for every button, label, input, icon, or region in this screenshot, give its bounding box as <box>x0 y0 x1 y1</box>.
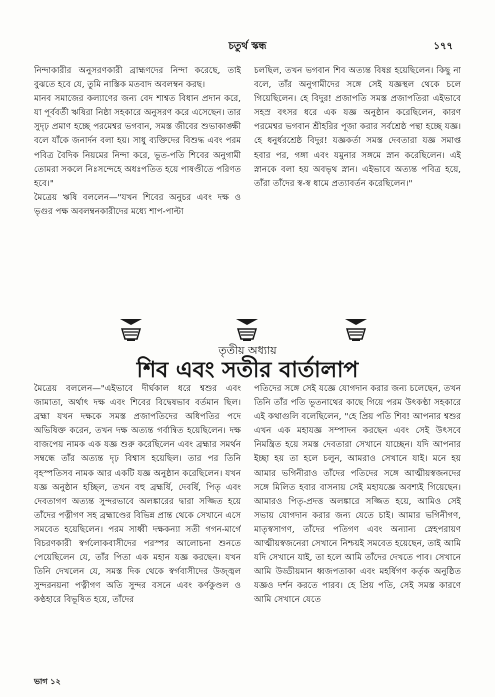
text-column-bottom-right <box>254 382 461 672</box>
section-divider-ornaments <box>0 318 495 344</box>
text-column-bottom-left <box>34 382 241 672</box>
text-column-top-left <box>34 64 241 316</box>
text-column-top-right <box>254 64 461 264</box>
lamp-ornament-icon <box>345 318 367 342</box>
chapter-title: শিব এবং সতীর বার্তালাপ <box>136 357 359 383</box>
paragraph: নিন্দাকারীর অনুসরণকারী ব্রাহ্মণদের নিন্দা করেছে, তাই বুঝতে হবে যে, তুমি নাস্তিক মতবাদ অবলম্বন করছ। মানব সমাজের কল্যাণের জন্য বেদ শাশ্বত বিধান প্রদান করে, যা পূর্ববর্তী ঋষিরা নিষ্ঠা সহকারে অনুসরণ করে এসেছেন। তার সুদৃঢ় প্রমাণ হচ্ছে পরমেশ্বর ভগবান, সমস্ত জীবের শুভাকাঙ্ক্ষী বলে যাঁকে জনার্দন বলা হয়। সাধু ব্যক্তিদের বিশুদ্ধ এবং পরম পবিত্র বৈদিক নিয়মের নিন্দা করে, ভূত-পতি শিবের অনুগামী তোমরা সকলে নিঃসন্দেহে অধঃপতিত হয়ে পাষণ্ডীতে পরিণত হবে।" মৈত্রেয় ঋষি বললেন—"যখন শিবের অনুচর এবং দক্ষ ও ভৃগুর পক্ষ অবলম্বনকারীদের মধ্যে শাপ-পাল্টা <box>34 66 241 217</box>
paragraph: পতিদের সঙ্গে সেই যজ্ঞে যোগদান করার জন্য চলেছেন, তখন তিনি তাঁর পতি ভূতনাথের কাছে গিয়ে পরম উৎকণ্ঠা সহকারে এই কথাগুলি বলেছিলেন, "হে প্রিয় পতি শিব! আপনার শ্বশুর এখন এক মহাযজ্ঞ সম্পাদন করছেন এবং সেই উৎসবে নিমন্ত্রিত হয়ে সমস্ত দেবতারা সেখানে যাচ্ছেন। যদি আপনার ইচ্ছা হয় তা হলে চলুন, আমরাও সেখানে যাই। মনে হয় আমার ভগিনীরাও তাঁদের পতিদের সঙ্গে আত্মীয়স্বজনদের সঙ্গে মিলিত হবার বাসনায় সেই মহাযজ্ঞে অবশ্যই গিয়েছেন। আমারও পিতৃ-প্রদত্ত অলঙ্কারে সজ্জিত হয়ে, আমিও সেই সভায় যোগদান করার জন্য যেতে চাই। আমার ভগিনীগণ, মাতৃস্বসাগণ, তাঁদের পতিগণ এবং অন্যান্য স্নেহপরায়ণ আত্মীয়স্বজনেরা সেখানে নিশ্চয়ই সমবেত হয়েছেন, তাই আমি যদি সেখানে যাই, তা হলে আমি তাঁদের দেখতে পাব। সেখানে আমি উড্ডীয়মান ধ্বজপতাকা এবং মহর্ষিগণ কর্তৃক অনুষ্ঠিত যজ্ঞও দর্শন করতে পারব। হে প্রিয় পতি, সেই সমস্ত কারণে আমি সেখানে যেতে <box>254 384 461 606</box>
lamp-ornament-icon <box>236 318 258 342</box>
running-head <box>0 40 495 54</box>
chapter-label: তৃতীয় অধ্যায় <box>218 344 277 357</box>
signature-mark: ভাগ ১২ <box>34 676 61 686</box>
running-title: চতুর্থ স্কন্ধ <box>228 41 267 52</box>
page-number: ১৭৭ <box>433 41 453 52</box>
lamp-ornament-icon <box>120 318 142 342</box>
paragraph: মৈত্রেয় বললেন—"এইভাবে দীর্ঘকাল ধরে শ্বশুর এবং জামাতা, অর্থাৎ দক্ষ এবং শিবের বিদ্বেষভাব বর্তমান ছিল। ব্রহ্মা যখন দক্ষকে সমস্ত প্রজাপতিদের অধিপতির পদে অভিষিক্ত করেন, তখন দক্ষ অত্যন্ত গর্বান্বিত হয়েছিলেন। দক্ষ বাজপেয় নামক এক যজ্ঞ শুরু করেছিলেন এবং ব্রহ্মার সমর্থন সম্বন্ধে তাঁর অত্যন্ত দৃঢ় বিশ্বাস হয়েছিল। তার পর তিনি বৃহস্পতিসব নামক আর একটি যজ্ঞ অনুষ্ঠান করেছিলেন। যখন যজ্ঞ অনুষ্ঠান হচ্ছিল, তখন বহু ব্রহ্মর্ষি, দেবর্ষি, পিতৃ এবং দেবতাগণ অত্যন্ত সুন্দরভাবে অলঙ্কারের দ্বারা সজ্জিত হয়ে তাঁদের পত্নীগণ সহ ব্রহ্মাণ্ডের বিভিন্ন প্রান্ত থেকে সেখানে এসে সমবেত হয়েছিলেন। পরম সাধ্বী দক্ষকন্যা সতী গগন-মার্গে বিচরণকারী স্বর্গলোকবাসীদের পরস্পর আলোচনা শুনতে পেয়েছিলেন যে, তাঁর পিতা এক মহান যজ্ঞ করছেন। যখন তিনি দেখলেন যে, সমস্ত দিক থেকে স্বর্গবাসীদের উজ্জ্বল সুন্দরনয়না পত্নীগণ অতি সুন্দর বসনে এবং কর্ণকুণ্ডল ও কণ্ঠহারে বিভূষিত হয়ে, তাঁদের <box>34 384 241 606</box>
paragraph: চলছিল, তখন ভগবান শিব অত্যন্ত বিষণ্ণ হয়েছিলেন। কিছু না বলে, তাঁর অনুগামীদের সঙ্গে সেই যজ্ঞস্থল থেকে চলে গিয়েছিলেন। হে বিদুর! প্রজাপতি সমস্ত প্রজাপতিরা এইভাবে সহস্র বৎসর ধরে এক যজ্ঞ অনুষ্ঠান করেছিলেন, কারণ পরমেশ্বর ভগবান শ্রীহরির পূজা করার সর্বশ্রেষ্ঠ পন্থা হচ্ছে যজ্ঞ। হে ধনুর্ধরশ্রেষ্ঠ বিদুর! যজ্ঞকর্তা সমস্ত দেবতারা যজ্ঞ সমাপ্ত হবার পর, গঙ্গা এবং যমুনার সঙ্গমে স্নান করেছিলেন। এই স্নানকে বলা হয় অবভৃথ স্নান। এইভাবে অত্যন্ত পবিত্র হয়ে, তাঁরা তাঁদের স্ব-স্ব ধামে প্রত্যাবর্তন করেছিলেন।" <box>254 66 461 189</box>
